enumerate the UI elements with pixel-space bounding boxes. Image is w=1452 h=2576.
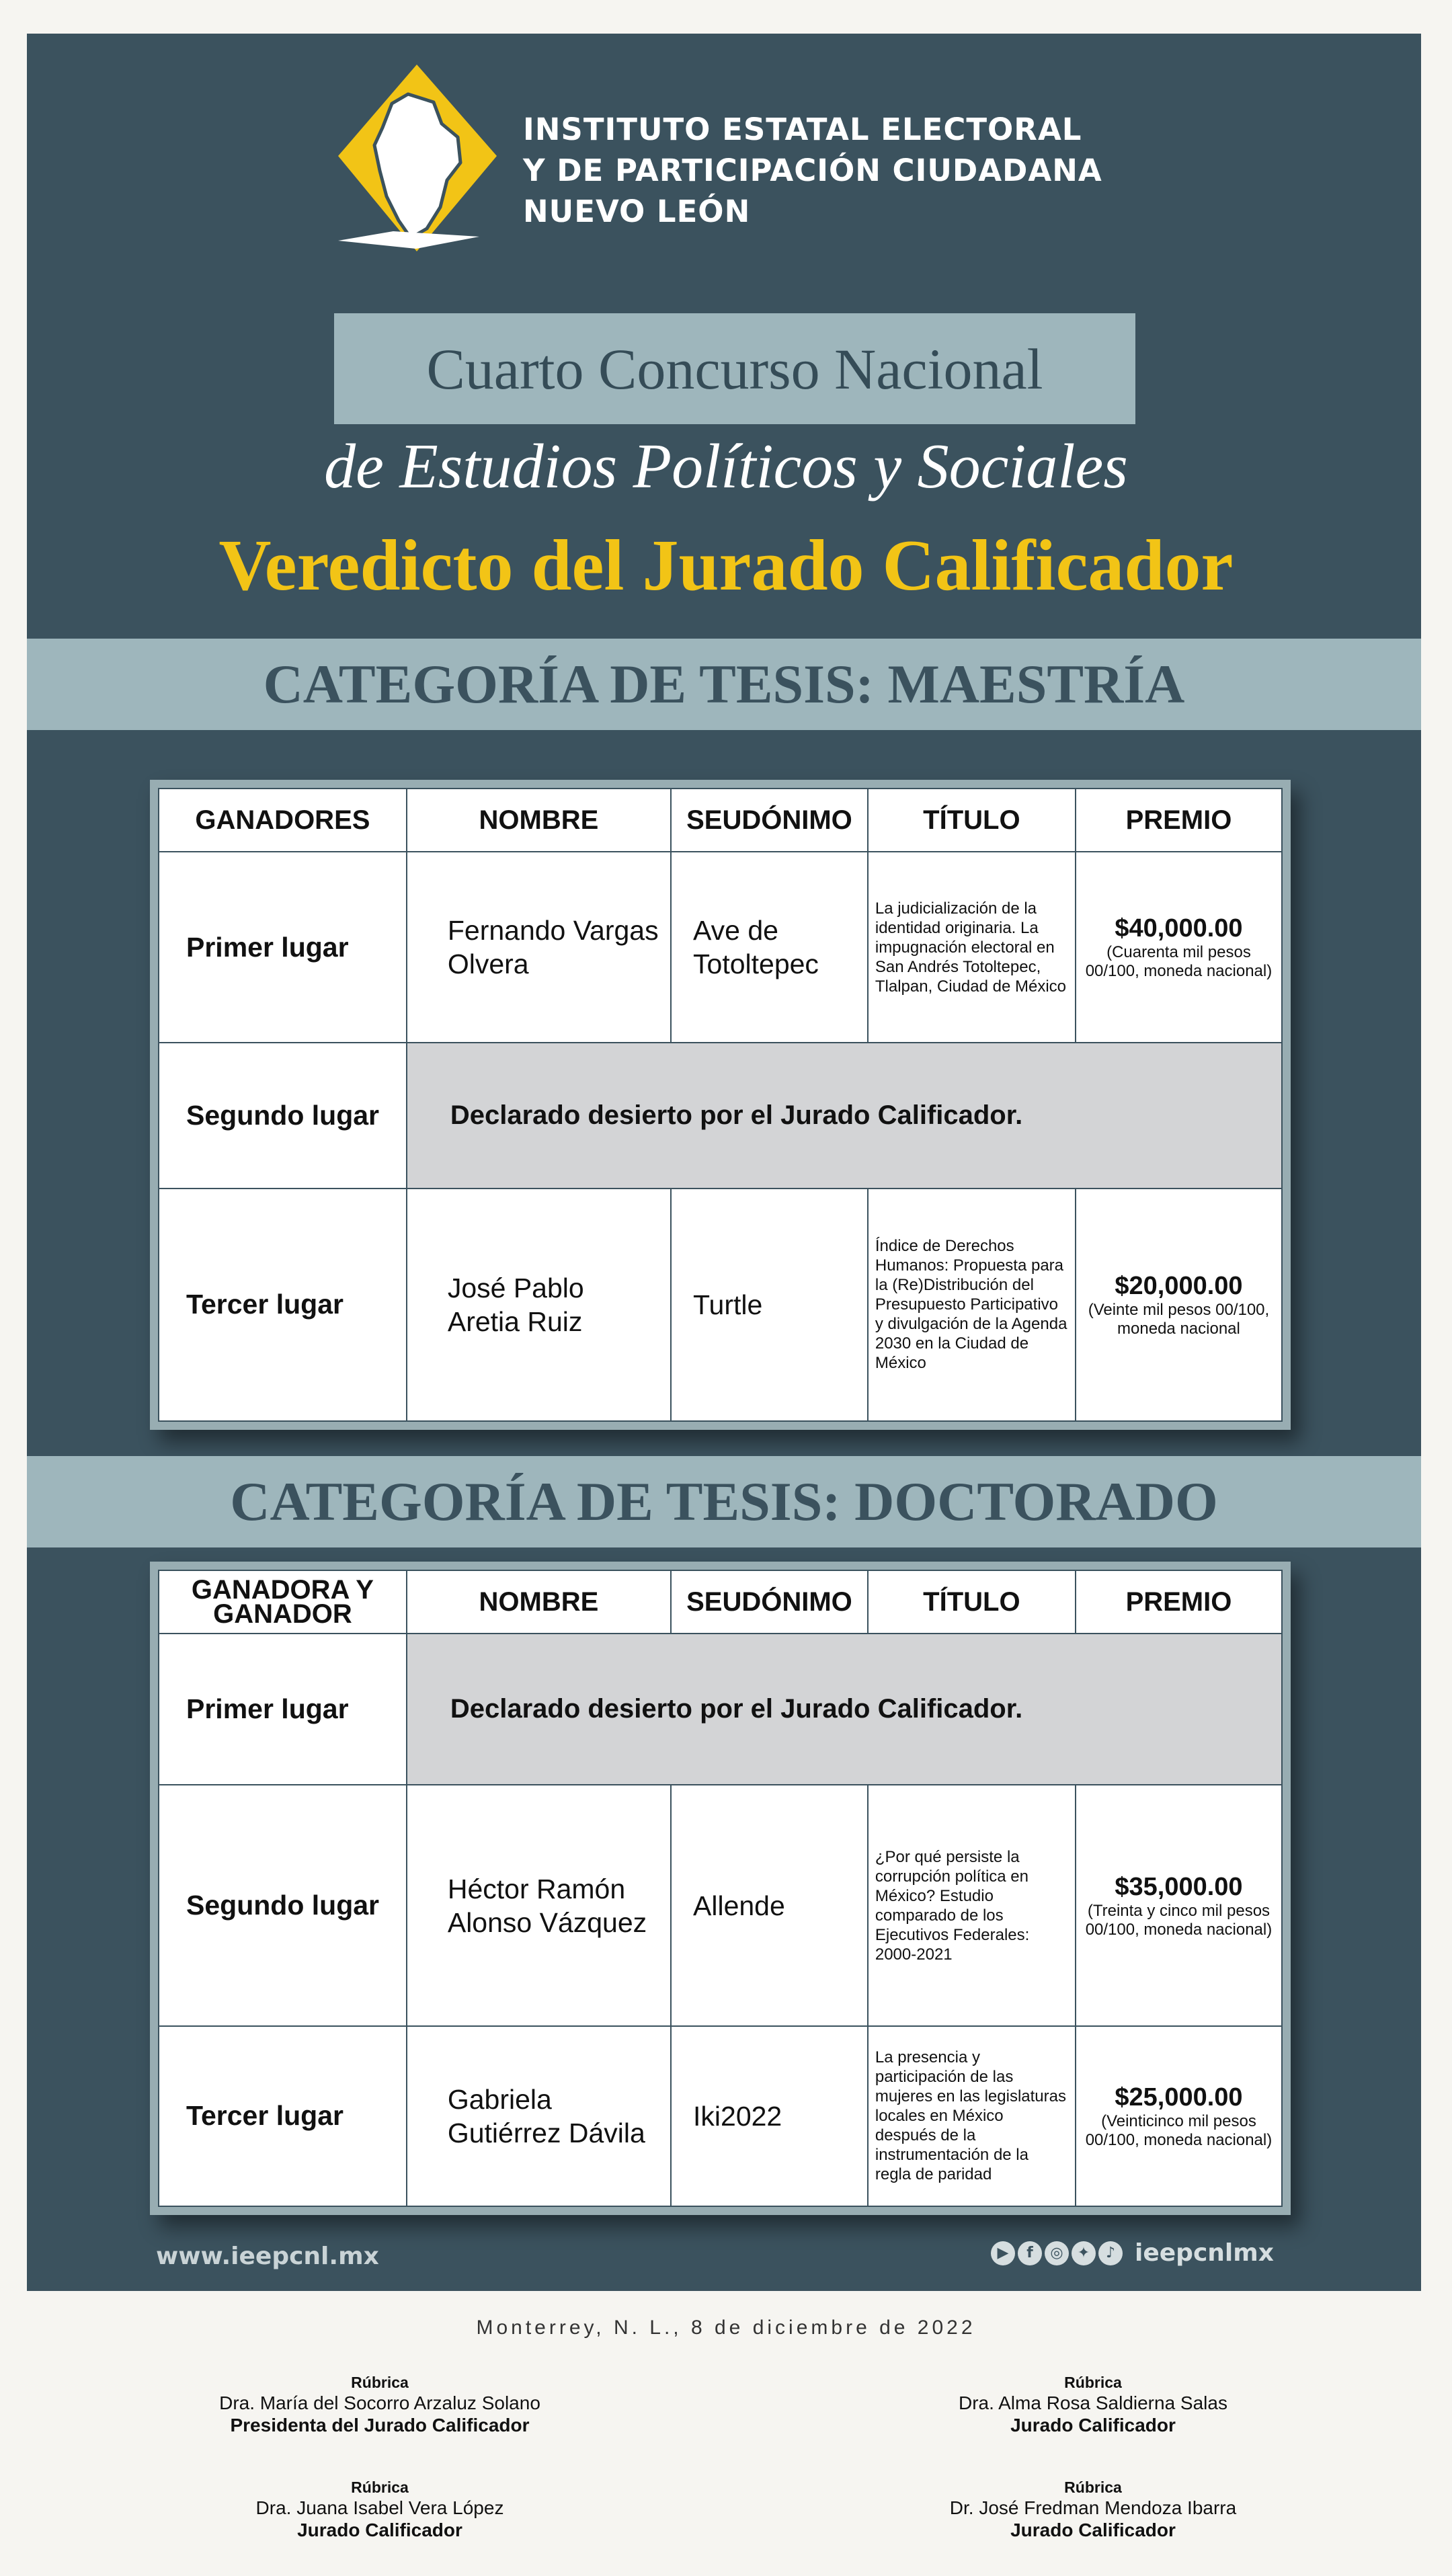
maestria-table-card xyxy=(150,780,1291,1430)
col-header-titulo: TÍTULO xyxy=(868,1570,1076,1634)
contest-subtitle: de Estudios Políticos y Sociales xyxy=(324,432,1128,501)
place-label: Primer lugar xyxy=(159,852,407,1043)
table-row xyxy=(159,852,1282,1043)
table-row xyxy=(159,2026,1282,2206)
ieepcnl-logo-icon xyxy=(333,62,501,264)
prize-amount-words: (Treinta y cinco mil pesos 00/100, moneda nacional) xyxy=(1085,1901,1273,1939)
col-header-seudonimo: SEUDÓNIMO xyxy=(671,789,868,852)
signer-role: Jurado Calificador xyxy=(1010,2520,1176,2540)
instagram-icon[interactable]: ◎ xyxy=(1045,2241,1069,2265)
signer-name: Dra. María del Socorro Arzaluz Solano xyxy=(219,2392,540,2413)
facebook-icon[interactable]: f xyxy=(1018,2241,1042,2265)
place-label: Tercer lugar xyxy=(159,1189,407,1421)
pseudonym: Allende xyxy=(671,1785,868,2025)
signer-role: Jurado Calificador xyxy=(1010,2415,1176,2436)
maestria-heading: CATEGORÍA DE TESIS: MAESTRÍA xyxy=(263,653,1185,715)
maestria-heading-band xyxy=(27,639,1421,730)
twitter-icon[interactable]: ✦ xyxy=(1072,2241,1096,2265)
desert-notice: Declarado desierto por el Jurado Calificador. xyxy=(407,1634,1282,1785)
pseudonym: Iki2022 xyxy=(671,2026,868,2206)
thesis-title: ¿Por qué persiste la corrupción política en México? Estudio comparado de los Ejecutivos Federales: 2000-2021 xyxy=(868,1785,1076,2025)
signature-block xyxy=(791,2478,1396,2541)
col-header-nombre: NOMBRE xyxy=(407,1570,671,1634)
prize-cell xyxy=(1076,1785,1282,2025)
place-date: Monterrey, N. L., 8 de diciembre de 2022 xyxy=(476,2317,976,2339)
table-header-row xyxy=(159,789,1282,852)
winner-name: Gabriela Gutiérrez Dávila xyxy=(407,2026,671,2206)
social-links xyxy=(991,2239,1274,2267)
thesis-title: La judicialización de la identidad originaria. La impugnación electoral en San Andrés Totoltepec, Tlalpan, Ciudad de México xyxy=(868,852,1076,1043)
prize-amount-words: (Veinticinco mil pesos 00/100, moneda nacional) xyxy=(1085,2111,1273,2149)
col-header-nombre: NOMBRE xyxy=(407,789,671,852)
tiktok-icon[interactable]: ♪ xyxy=(1098,2241,1123,2265)
col-header-premio: PREMIO xyxy=(1076,1570,1282,1634)
winner-name: José Pablo Aretia Ruiz xyxy=(407,1189,671,1421)
col-header-ganadora-ganador: GANADORA Y GANADOR xyxy=(159,1570,407,1634)
signature-block xyxy=(77,2478,682,2541)
prize-amount: $25,000.00 xyxy=(1115,2083,1243,2111)
place-label: Segundo lugar xyxy=(159,1785,407,2025)
col-header-premio: PREMIO xyxy=(1076,789,1282,852)
rubrica-label: Rúbrica xyxy=(1064,2479,1122,2496)
col-header-seudonimo: SEUDÓNIMO xyxy=(671,1570,868,1634)
thesis-title: La presencia y participación de las mujeres en las legislaturas locales en México después de la instrumentación de la regla de paridad xyxy=(868,2026,1076,2206)
doctorado-heading-band xyxy=(27,1456,1421,1547)
contest-title-box xyxy=(334,313,1135,424)
table-header-row xyxy=(159,1570,1282,1634)
signer-name: Dra. Alma Rosa Saldierna Salas xyxy=(959,2392,1227,2413)
rubrica-label: Rúbrica xyxy=(351,2374,409,2391)
institute-line-1: INSTITUTO ESTATAL ELECTORAL xyxy=(523,112,1082,147)
table-row xyxy=(159,1785,1282,2025)
prize-amount: $20,000.00 xyxy=(1115,1271,1243,1300)
table-row xyxy=(159,1043,1282,1189)
website-link[interactable]: www.ieepcnl.mx xyxy=(156,2243,379,2270)
youtube-icon[interactable]: ▶ xyxy=(991,2241,1015,2265)
prize-cell xyxy=(1076,852,1282,1043)
doctorado-table-card xyxy=(150,1562,1291,2215)
signer-name: Dr. José Fredman Mendoza Ibarra xyxy=(949,2497,1237,2518)
desert-notice: Declarado desierto por el Jurado Calificador. xyxy=(407,1043,1282,1189)
place-label: Tercer lugar xyxy=(159,2026,407,2206)
verdict-title: Veredicto del Jurado Calificador xyxy=(218,526,1234,606)
maestria-table xyxy=(158,788,1283,1422)
prize-amount-words: (Cuarenta mil pesos 00/100, moneda nacional) xyxy=(1085,943,1273,980)
institute-line-3: NUEVO LEÓN xyxy=(523,194,751,229)
prize-cell xyxy=(1076,2026,1282,2206)
pseudonym: Turtle xyxy=(671,1189,868,1421)
table-row xyxy=(159,1189,1282,1421)
social-handle[interactable]: ieepcnlmx xyxy=(1135,2239,1274,2267)
rubrica-label: Rúbrica xyxy=(351,2479,409,2496)
winner-name: Fernando Vargas Olvera xyxy=(407,852,671,1043)
prize-cell xyxy=(1076,1189,1282,1421)
contest-title: Cuarto Concurso Nacional xyxy=(426,336,1043,401)
institute-line-2: Y DE PARTICIPACIÓN CIUDADANA xyxy=(523,153,1102,188)
institute-name xyxy=(523,109,1102,232)
col-header-ganadores: GANADORES xyxy=(159,789,407,852)
doctorado-heading: CATEGORÍA DE TESIS: DOCTORADO xyxy=(230,1471,1218,1532)
place-label: Segundo lugar xyxy=(159,1043,407,1189)
prize-amount: $35,000.00 xyxy=(1115,1872,1243,1901)
prize-amount: $40,000.00 xyxy=(1115,914,1243,942)
rubrica-label: Rúbrica xyxy=(1064,2374,1122,2391)
thesis-title: Índice de Derechos Humanos: Propuesta para la (Re)Distribución del Presupuesto Participativo y divulgación de la Agenda 2030 en la Ciudad de México xyxy=(868,1189,1076,1421)
place-label: Primer lugar xyxy=(159,1634,407,1785)
pseudonym: Ave de Totoltepec xyxy=(671,852,868,1043)
winner-name: Héctor Ramón Alonso Vázquez xyxy=(407,1785,671,2025)
signer-role: Jurado Calificador xyxy=(297,2520,462,2540)
prize-amount-words: (Veinte mil pesos 00/100, moneda nacional xyxy=(1088,1300,1270,1338)
signature-block xyxy=(77,2373,682,2436)
doctorado-table xyxy=(158,1570,1283,2207)
signer-role: Presidenta del Jurado Calificador xyxy=(230,2415,530,2436)
table-row xyxy=(159,1634,1282,1785)
signature-block xyxy=(791,2373,1396,2436)
col-header-titulo: TÍTULO xyxy=(868,789,1076,852)
signer-name: Dra. Juana Isabel Vera López xyxy=(255,2497,504,2518)
